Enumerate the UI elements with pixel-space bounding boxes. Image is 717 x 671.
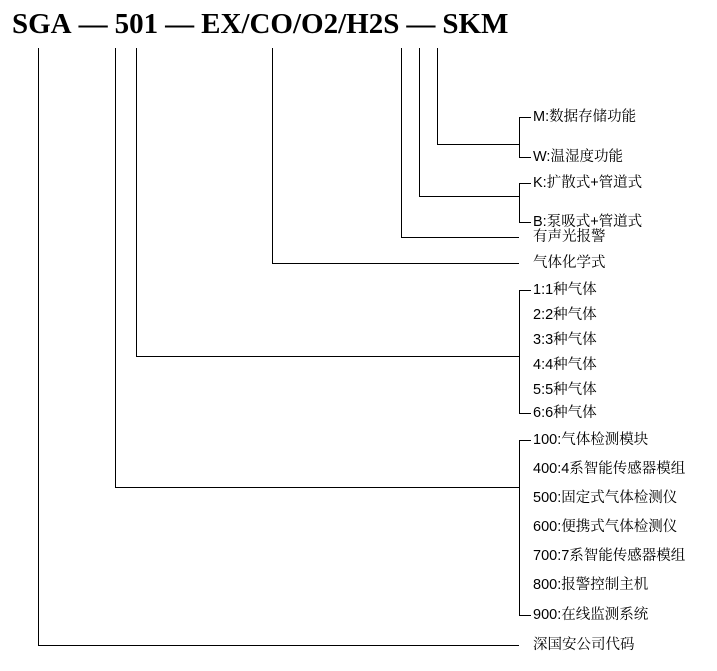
- code-part-sga: SGA: [12, 8, 72, 40]
- leader-line-series: [115, 48, 116, 487]
- model-code-title: [12, 8, 508, 41]
- code-part-series: 501: [114, 8, 159, 40]
- label-sampling-k: K:扩散式+管道式: [533, 175, 643, 191]
- label-storage-m: M:数据存储功能: [533, 109, 637, 125]
- bracket-sampling: [519, 183, 520, 222]
- code-dash-2: —: [165, 8, 195, 40]
- label-company-code: 深国安公司代码: [533, 637, 635, 653]
- bracket-sampling-bottom: [519, 222, 531, 223]
- leader-line-gas-count-h: [136, 356, 519, 357]
- leader-line-m-h: [437, 144, 519, 145]
- bracket-series-top: [519, 440, 531, 441]
- leader-line-s-h: [401, 237, 519, 238]
- label-gas-count-2: 2:2种气体: [533, 307, 597, 323]
- label-gas-count-4: 4:4种气体: [533, 357, 597, 373]
- label-series-600: 600:便携式气体检测仪: [533, 519, 678, 535]
- bracket-storage-bottom: [519, 157, 531, 158]
- code-dash-1: —: [78, 8, 108, 40]
- label-gas-count-3: 3:3种气体: [533, 332, 597, 348]
- label-gas-type: 气体化学式: [533, 255, 606, 271]
- leader-line-k: [419, 48, 420, 196]
- label-series-400: 400:4系智能传感器模组: [533, 461, 686, 477]
- bracket-series-bottom: [519, 615, 531, 616]
- label-series-500: 500:固定式气体检测仪: [533, 490, 678, 506]
- bracket-storage: [519, 117, 520, 157]
- bracket-gas-count-top: [519, 290, 531, 291]
- leader-line-gas-type-h: [272, 263, 519, 264]
- label-sampling-b: B:泵吸式+管道式: [533, 214, 643, 230]
- leader-line-gas-count: [136, 48, 137, 356]
- leader-line-m: [437, 48, 438, 144]
- label-gas-count-1: 1:1种气体: [533, 282, 597, 298]
- bracket-gas-count: [519, 290, 520, 413]
- leader-line-series-h: [115, 487, 519, 488]
- label-series-800: 800:报警控制主机: [533, 577, 649, 593]
- bracket-sampling-top: [519, 183, 531, 184]
- label-alarm: 有声光报警: [533, 229, 606, 245]
- label-series-100: 100:气体检测模块: [533, 432, 649, 448]
- label-gas-count-5: 5:5种气体: [533, 382, 597, 398]
- leader-line-company: [38, 48, 39, 645]
- leader-line-s: [401, 48, 402, 237]
- label-series-900: 900:在线监测系统: [533, 607, 649, 623]
- code-dash-3: —: [406, 8, 436, 40]
- leader-line-k-h: [419, 196, 519, 197]
- leader-line-gas-type: [272, 48, 273, 263]
- label-series-700: 700:7系智能传感器模组: [533, 548, 686, 564]
- code-part-gas: EX/CO/O2/H2S: [201, 8, 400, 40]
- code-part-skm: SKM: [442, 8, 509, 40]
- bracket-series: [519, 440, 520, 615]
- bracket-storage-top: [519, 117, 531, 118]
- bracket-gas-count-bottom: [519, 413, 531, 414]
- label-gas-count-6: 6:6种气体: [533, 405, 597, 421]
- label-storage-w: W:温湿度功能: [533, 149, 623, 165]
- leader-line-company-h: [38, 645, 519, 646]
